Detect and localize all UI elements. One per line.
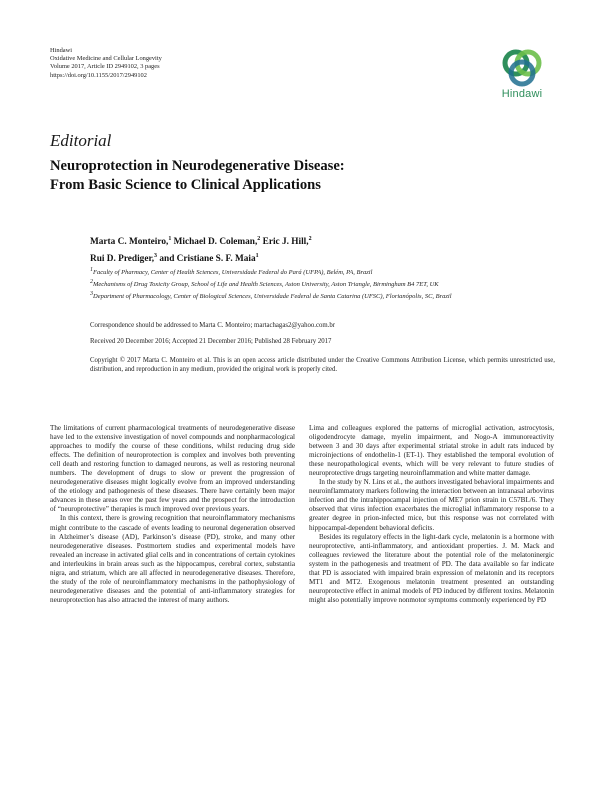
hindawi-logo-text: Hindawi	[501, 88, 543, 100]
author-name: Michael D. Coleman,	[171, 237, 258, 248]
copyright-notice: Copyright © 2017 Marta C. Monteiro et al. This is an open access article distributed under the Creative Commons Attribution License, which permits unrestricted use, distribution, and reproduction in any medium, provided the original work is properly cited.	[90, 357, 555, 373]
body-column-right	[309, 424, 554, 605]
body-column-left	[50, 424, 295, 605]
author-name: Eric J. Hill,	[260, 237, 309, 248]
publication-dates: Received 20 December 2016; Accepted 21 December 2016; Published 28 February 2017	[90, 338, 332, 345]
affiliation-item: $^2$Mechanisms of Drug Toxicity Group, School of Life and Health Sciences, Aston University, Aston Triangle, Birmingham B4 7ET, UK	[90, 279, 439, 289]
affiliation-marker: 2	[308, 236, 312, 242]
article-title	[50, 157, 570, 195]
section-label: Editorial	[50, 131, 112, 150]
body-paragraph: In the study by N. Lins et al., the authors investigated behavioral impairments and neuroinflammatory markers following the interaction between an intranasal arbovirus infection and the intrahippocampal injection of ME7 prion strain in C57BL/6. They observed that virus infection exacerbates the microglial inflammatory response to a greater degree in prion-infected mice, but this response was not correlated with hippocampal-dependent behavioral deficits.	[309, 478, 554, 532]
body-paragraph: Lima and colleagues explored the patterns of microglial activation, astrocytosis, oligodendrocyte damage, myelin impairment, and Nogo-A immunoreactivity between 3 and 30 days after experimental striatal stroke in adult rats induced by microinjections of endothelin-1 (ET-1). They established the temporal evolution of these neuropathological events, which will be very relevant to future studies of neuroprotective drugs targeting neuroinflammation and white matter damage.	[309, 424, 554, 478]
author-list	[90, 233, 570, 266]
author-name: Marta C. Monteiro,	[90, 237, 169, 248]
doi-link[interactable]: https://doi.org/10.1155/2017/2949102	[50, 71, 147, 79]
author-name: and Cristiane S. F. Maia	[157, 253, 256, 264]
affiliation-item: $^3$Department of Pharmacology, Center of Biological Sciences, Universidade Federal de Santa Catarina (UFSC), Florianópolis, SC, Brazil	[90, 291, 452, 301]
body-paragraph: The limitations of current pharmacological treatments of neurodegenerative disease have led to the extensive investigation of novel compounds and nonpharmacological approaches to modify the course of these conditions, whilst reducing drug side effects. The definition of neuroprotection is complex and involves both preventing cell death and restoring function to damaged neurons, as well as restoring neuronal numbers. The development of drugs to slow or prevent the progression of neurodegenerative diseases might logically evolve from an improved understanding of the etiology and pathogenesis of these diseases. There have certainly been major advances in these areas over the past few years and the prospect for the introduction of “neuroprotective” therapies is much improved over previous years.	[50, 424, 295, 514]
affiliation-marker: 1	[168, 236, 172, 242]
hindawi-logo	[493, 46, 551, 104]
affiliations	[90, 266, 560, 302]
journal-name: Oxidative Medicine and Cellular Longevity	[50, 55, 162, 63]
volume-info: Volume 2017, Article ID 2949102, 3 pages	[50, 63, 160, 71]
body-paragraph: In this context, there is growing recognition that neuroinflammatory mechanisms might contribute to the cascade of events leading to neuronal degeneration observed in Alzheimer’s disease (AD), Parkinson’s disease (PD), stroke, and many other neurodegenerative diseases. Postmortem studies and experimental models have revealed an increase in activated glial cells and in concentrations of certain cytokines and interleukins in brain areas such as the hippocampus, cerebral cortex, substantia nigra, and striatum, which are all affected in neurodegenerative diseases. Therefore, the study of the role of neuroinflammatory mechanisms in the pathophysiology of neurodegenerative diseases and the potential of anti-inflammatory strategies for neuroprotection has also attracted the interest of many authors.	[50, 514, 295, 604]
journal-header	[50, 47, 162, 80]
affiliation-marker: 1	[255, 252, 259, 259]
title-line-2: From Basic Science to Clinical Applications	[50, 177, 321, 193]
author-name: Rui D. Prediger,	[90, 253, 155, 264]
hindawi-logo-icon	[501, 48, 543, 88]
affiliation-item: $^1$Faculty of Pharmacy, Center of Health Sciences, Universidade Federal do Pará (UFPA), Belém, PA, Brazil	[90, 267, 373, 277]
affiliation-marker: 2	[257, 236, 261, 242]
title-line-1: Neuroprotection in Neurodegenerative Disease:	[50, 158, 345, 174]
affiliation-marker: 3	[154, 252, 158, 259]
correspondence-note: Correspondence should be addressed to Marta C. Monteiro; martachagas2@yahoo.com.br	[90, 322, 336, 329]
body-paragraph: Besides its regulatory effects in the light-dark cycle, melatonin is a hormone with neuroprotective, anti-inflammatory, and antioxidant properties. J. M. Mack and colleagues reviewed the literature about the potential role of the melatoninergic system in the pathogenesis and treatment of PD. The data available so far indicate that PD is associated with impaired brain expression of melatonin and its receptors MT1 and MT2. Exogenous melatonin treatment presented an outstanding neuroprotective effect in animal models of PD induced by different toxins. Melatonin might also potentially improve nonmotor symptoms commonly experienced by PD	[309, 532, 554, 604]
publisher-name: Hindawi	[50, 47, 73, 54]
